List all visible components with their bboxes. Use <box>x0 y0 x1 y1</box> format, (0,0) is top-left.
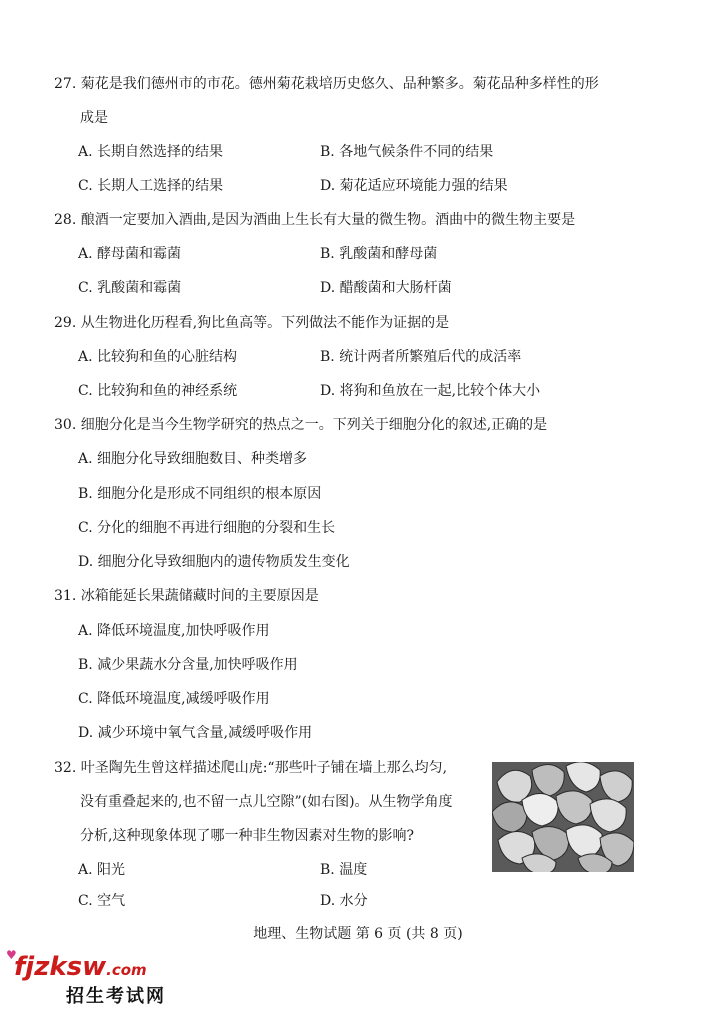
q30-stem: 30. 细胞分化是当今生物学研究的热点之一。下列关于细胞分化的叙述,正确的是 <box>54 417 548 433</box>
q29-stem: 29. 从生物进化历程看,狗比鱼高等。下列做法不能作为证据的是 <box>54 315 450 331</box>
q28-option-c: C. 乳酸菌和霉菌 <box>78 280 182 296</box>
q30-option-a: A. 细胞分化导致细胞数目、种类增多 <box>78 451 308 467</box>
q31-option-b: B. 减少果蔬水分含量,加快呼吸作用 <box>78 657 298 673</box>
q27-option-c: C. 长期人工选择的结果 <box>78 178 224 194</box>
q27-option-d: D. 菊花适应环境能力强的结果 <box>320 178 508 194</box>
ivy-leaves-photo <box>492 762 634 872</box>
logo-wordmark <box>14 952 147 982</box>
site-logo[interactable] <box>6 948 206 1008</box>
q31-stem: 31. 冰箱能延长果蔬储藏时间的主要原因是 <box>54 588 319 604</box>
q27-option-b: B. 各地气候条件不同的结果 <box>320 144 494 160</box>
logo-domain: .com <box>106 961 147 979</box>
q31-option-a: A. 降低环境温度,加快呼吸作用 <box>78 623 270 639</box>
q29-option-c: C. 比较狗和鱼的神经系统 <box>78 383 238 399</box>
q31-option-d: D. 减少环境中氧气含量,减缓呼吸作用 <box>78 725 313 741</box>
logo-main-text: fjzksw <box>14 952 107 982</box>
q27-option-a: A. 长期自然选择的结果 <box>78 144 224 160</box>
q32-option-c: C. 空气 <box>78 893 126 909</box>
q29-option-b: B. 统计两者所繁殖后代的成活率 <box>320 349 522 365</box>
q29-option-d: D. 将狗和鱼放在一起,比较个体大小 <box>320 383 541 399</box>
q32-stem-line3: 分析,这种现象体现了哪一种非生物因素对生物的影响? <box>80 828 414 844</box>
q30-option-c: C. 分化的细胞不再进行细胞的分裂和生长 <box>78 520 336 536</box>
q28-option-a: A. 酵母菌和霉菌 <box>78 246 182 262</box>
q32-option-d: D. 水分 <box>320 893 368 909</box>
q31-option-c: C. 降低环境温度,减缓呼吸作用 <box>78 691 270 707</box>
page-footer: 地理、生物试题 第 6 页 (共 8 页) <box>253 926 463 942</box>
q28-stem: 28. 酿酒一定要加入酒曲,是因为酒曲上生长有大量的微生物。酒曲中的微生物主要是 <box>54 212 576 228</box>
q32-option-b: B. 温度 <box>320 862 368 878</box>
q27-stem-line2: 成是 <box>80 110 108 126</box>
q28-option-b: B. 乳酸菌和酵母菌 <box>320 246 438 262</box>
q32-stem-line1: 32. 叶圣陶先生曾这样描述爬山虎:“那些叶子铺在墙上那么均匀, <box>54 760 448 776</box>
logo-subtitle: 招生考试网 <box>66 986 166 1007</box>
q30-option-d: D. 细胞分化导致细胞内的遗传物质发生变化 <box>78 554 350 570</box>
q28-option-d: D. 醋酸菌和大肠杆菌 <box>320 280 452 296</box>
q32-stem-line2: 没有重叠起来的,也不留一点儿空隙”(如右图)。从生物学角度 <box>80 794 453 810</box>
q29-option-a: A. 比较狗和鱼的心脏结构 <box>78 349 238 365</box>
q27-stem-line1: 27. 菊花是我们德州市的市花。德州菊花栽培历史悠久、品种繁多。菊花品种多样性的形 <box>54 76 599 92</box>
q30-option-b: B. 细胞分化是形成不同组织的根本原因 <box>78 486 322 502</box>
q32-option-a: A. 阳光 <box>78 862 126 878</box>
heart-icon: ♥ <box>6 948 17 962</box>
